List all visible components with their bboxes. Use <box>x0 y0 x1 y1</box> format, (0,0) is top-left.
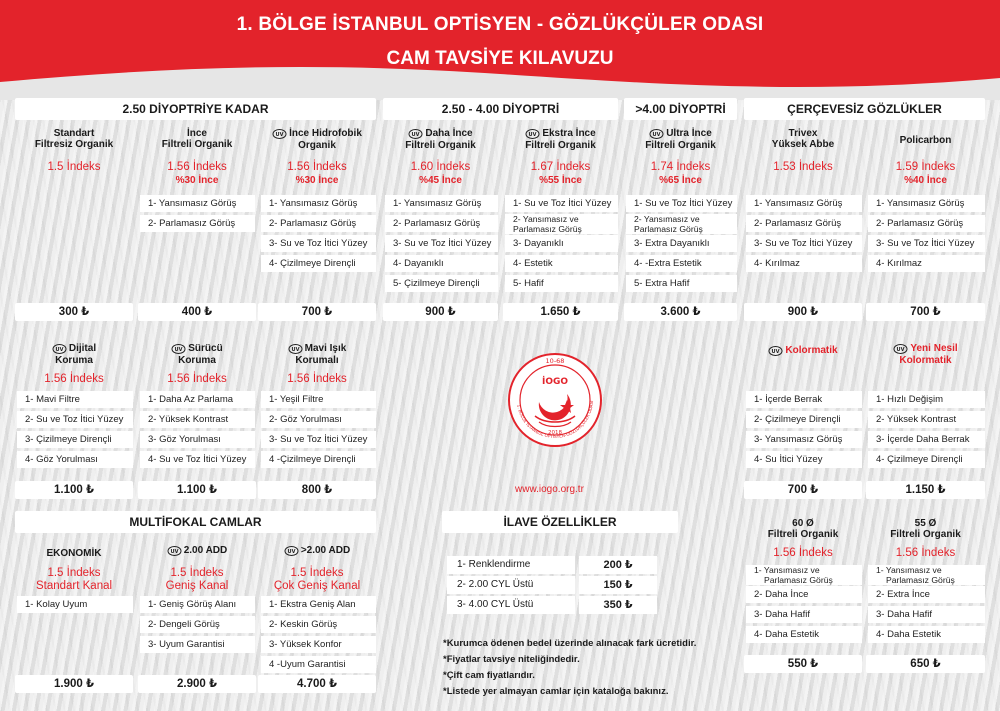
product-thinner-name: UV Daha İnce Filtreli Organik <box>405 128 476 151</box>
product-policarbon-index: 1.59 İndeks %40 İnce <box>895 161 956 186</box>
product-digital-feature: 4- Göz Yorulması <box>17 451 133 468</box>
product-ultra-thin-feature: 5- Extra Hafif <box>626 275 737 292</box>
header-title: 1. BÖLGE İSTANBUL OPTİSYEN - GÖZLÜKÇÜLER ODASI <box>236 14 764 35</box>
svg-text:UV: UV <box>896 347 905 353</box>
section-rimless: ÇERÇEVESİZ GÖZLÜKLER <box>744 98 985 120</box>
product-trivex-feature: 3- Su ve Toz İtici Yüzey <box>746 235 862 252</box>
website-link[interactable]: www.iogo.org.tr <box>515 484 584 495</box>
uv-icon <box>649 128 664 140</box>
product-policarbon-feature: 4- Kırılmaz <box>868 255 985 272</box>
product-ultra-thin-feature: 2- Yansımasız ve Parlamasız Görüş <box>626 214 737 234</box>
multifocal-over-2add-name: UV >2.00 ADD <box>258 545 376 557</box>
product-thinner-feature: 2- Parlamasız Görüş <box>385 215 498 232</box>
product-trivex-index: 1.53 İndeks <box>773 161 833 173</box>
product-ultra-thin-feature: 3- Extra Dayanıklı <box>626 235 737 252</box>
multifocal-over-2add-index: 1.5 İndeks Çok Geniş Kanal <box>273 567 361 592</box>
product-policarbon-name: Policarbon <box>899 135 952 146</box>
product-trivex-feature: 1- Yansımasız Görüş <box>746 195 862 212</box>
product-extra-thin-feature: 5- Hafif <box>505 275 618 292</box>
product-standard-name: Standart Filtresiz Organik <box>34 128 114 150</box>
extra-item-price: 350 ₺ <box>579 596 657 614</box>
svg-text:UV: UV <box>528 132 537 138</box>
product-digital-feature: 1- Mavi Filtre <box>17 391 133 408</box>
multifocal-economic-name: EKONOMİK <box>46 548 102 559</box>
product-trivex-name: Trivex Yüksek Abbe <box>771 128 835 150</box>
uv-icon <box>893 343 908 355</box>
multifocal-economic-price: 1.900 ₺ <box>15 675 133 693</box>
product-thin-index: 1.56 İndeks %30 İnce <box>167 161 227 186</box>
footnote: *Çift cam fiyatlarıdır. <box>443 670 535 681</box>
rimless-60-feature: 3- Daha Hafif <box>746 606 862 623</box>
section-multifocal: MULTİFOKAL CAMLAR <box>15 511 376 533</box>
rimless-55-feature: 1- Yansımasız ve Parlamasız Görüş <box>868 565 985 585</box>
svg-text:UV: UV <box>287 549 296 555</box>
product-blue-light-feature: 1- Yeşil Filtre <box>261 391 376 408</box>
product-hydrophobic-feature: 3- Su ve Toz İtici Yüzey <box>261 235 376 252</box>
product-blue-light-feature: 2- Göz Yorulması <box>261 411 376 428</box>
product-driver-feature: 4- Su ve Toz İtici Yüzey <box>140 451 255 468</box>
rimless-55-index: 1.56 İndeks <box>895 547 956 559</box>
multifocal-over-2add-price: 4.700 ₺ <box>258 675 376 693</box>
multifocal-over-2add-feature: 3- Yüksek Konfor <box>261 636 376 653</box>
svg-text:UV: UV <box>411 132 420 138</box>
product-extra-thin-name: UV Ekstra İnce Filtreli Organik <box>525 128 596 151</box>
product-thinner-feature: 4- Dayanıklı <box>385 255 498 272</box>
multifocal-2add-name: UV 2.00 ADD <box>138 545 256 557</box>
extra-item: 3- 4.00 CYL Üstü <box>447 596 575 614</box>
section-2-50-diopter: 2.50 DİYOPTRİYE KADAR <box>15 98 376 120</box>
uv-icon <box>768 345 783 357</box>
product-kolormatik-feature: 4- Su İtici Yüzey <box>746 451 862 468</box>
product-blue-light-name: UV Mavi Işık Korumalı <box>258 343 376 366</box>
product-blue-light-price: 800 ₺ <box>258 481 376 499</box>
product-ultra-thin-feature: 1- Su ve Toz İtici Yüzey <box>626 195 737 212</box>
product-hydrophobic-price: 700 ₺ <box>258 303 376 321</box>
multifocal-2add-feature: 3- Uyum Garantisi <box>140 636 255 653</box>
multifocal-over-2add-feature: 1- Ekstra Geniş Alan <box>261 596 376 613</box>
uv-icon <box>284 545 299 557</box>
uv-icon <box>52 343 67 355</box>
product-digital-feature: 2- Su ve Toz İtici Yüzey <box>17 411 133 428</box>
rimless-55-feature: 4- Daha Estetik <box>868 626 985 643</box>
product-extra-thin-feature: 3- Dayanıklı <box>505 235 618 252</box>
product-thinner-index: 1.60 İndeks %45 İnce <box>410 161 471 186</box>
product-policarbon-price: 700 ₺ <box>866 303 985 321</box>
product-digital-name: UV Dijital Koruma <box>15 343 133 366</box>
product-driver-feature: 2- Yüksek Kontrast <box>140 411 255 428</box>
product-new-kolormatik-price: 1.150 ₺ <box>866 481 985 499</box>
product-hydrophobic-index: 1.56 İndeks %30 İnce <box>287 161 347 186</box>
product-digital-price: 1.100 ₺ <box>15 481 133 499</box>
product-policarbon-feature: 3- Su ve Toz İtici Yüzey <box>868 235 985 252</box>
rimless-60-index: 1.56 İndeks <box>773 547 833 559</box>
extra-item-price: 150 ₺ <box>579 576 657 594</box>
product-new-kolormatik-feature: 3- İçerde Daha Berrak <box>868 431 985 448</box>
uv-icon <box>167 545 182 557</box>
product-trivex-feature: 4- Kırılmaz <box>746 255 862 272</box>
rimless-60-feature: 2- Daha İnce <box>746 586 862 603</box>
multifocal-economic-feature: 1- Kolay Uyum <box>17 596 133 613</box>
product-thinner-feature: 5- Çizilmeye Dirençli <box>385 275 498 292</box>
product-extra-thin-feature: 2- Yansımasız ve Parlamasız Görüş <box>505 214 618 234</box>
svg-text:UV: UV <box>170 549 179 555</box>
product-driver-feature: 1- Daha Az Parlama <box>140 391 255 408</box>
extra-item: 1- Renklendirme <box>447 556 575 574</box>
product-kolormatik-name: UV Kolormatik <box>744 345 862 357</box>
product-policarbon-feature: 2- Parlamasız Görüş <box>868 215 985 232</box>
product-driver-price: 1.100 ₺ <box>138 481 256 499</box>
product-extra-thin-price: 1.650 ₺ <box>503 303 618 321</box>
svg-text:UV: UV <box>275 132 284 138</box>
product-new-kolormatik-name: UV Yeni Nesil Kolormatik <box>866 343 985 366</box>
svg-text:1. BÖLGE İSTANBUL OPTİSYEN-GÖZ: 1. BÖLGE İSTANBUL OPTİSYEN-GÖZLÜKÇÜLER ODASI <box>515 400 595 441</box>
product-thin-name: İnce Filtreli Organik <box>161 128 233 150</box>
product-hydrophobic-name: UV İnce Hidrofobik Organik <box>258 128 376 151</box>
product-kolormatik-feature: 2- Çizilmeye Dirençli <box>746 411 862 428</box>
extra-item: 2- 2.00 CYL Üstü <box>447 576 575 594</box>
product-standard-index: 1.5 İndeks <box>47 161 101 173</box>
footnote: *Fiyatlar tavsiye niteliğindedir. <box>443 654 580 665</box>
product-ultra-thin-name: UV Ultra İnce Filtreli Organik <box>645 128 716 151</box>
multifocal-2add-price: 2.900 ₺ <box>138 675 256 693</box>
product-hydrophobic-feature: 2- Parlamasız Görüş <box>261 215 376 232</box>
product-driver-feature: 3- Göz Yorulması <box>140 431 255 448</box>
uv-icon <box>171 343 186 355</box>
product-kolormatik-price: 700 ₺ <box>744 481 862 499</box>
product-kolormatik-feature: 1- İçerde Berrak <box>746 391 862 408</box>
product-hydrophobic-feature: 4- Çizilmeye Dirençli <box>261 255 376 272</box>
product-policarbon-feature: 1- Yansımasız Görüş <box>868 195 985 212</box>
product-blue-light-feature: 4 -Çizilmeye Dirençli <box>261 451 376 468</box>
svg-text:UV: UV <box>652 132 661 138</box>
uv-icon <box>525 128 540 140</box>
extra-item-price: 200 ₺ <box>579 556 657 574</box>
footnote: *Kurumca ödenen bedel üzerinde alınacak fark ücretidir. <box>443 638 697 649</box>
product-hydrophobic-feature: 1- Yansımasız Görüş <box>261 195 376 212</box>
footnote: *Listede yer almayan camlar için kataloğa bakınız. <box>443 686 669 697</box>
product-ultra-thin-feature: 4- -Extra Estetik <box>626 255 737 272</box>
rimless-60-feature: 1- Yansımasız ve Parlamasız Görüş <box>746 565 862 585</box>
product-thinner-feature: 1- Yansımasız Görüş <box>385 195 498 212</box>
product-trivex-price: 900 ₺ <box>744 303 862 321</box>
product-blue-light-feature: 3- Su ve Toz İtici Yüzey <box>261 431 376 448</box>
product-driver-name: UV Sürücü Koruma <box>138 343 256 366</box>
section-extras: İLAVE ÖZELLİKLER <box>442 511 678 533</box>
uv-icon <box>272 128 287 140</box>
section-2-50-4-00-diopter: 2.50 - 4.00 DİYOPTRİ <box>383 98 618 120</box>
multifocal-over-2add-feature: 2- Keskin Görüş <box>261 616 376 633</box>
product-thin-feature: 1- Yansımasız Görüş <box>140 195 255 212</box>
header-banner <box>0 0 1000 92</box>
svg-text:UV: UV <box>291 347 300 353</box>
multifocal-2add-feature: 2- Dengeli Görüş <box>140 616 255 633</box>
product-thinner-feature: 3- Su ve Toz İtici Yüzey <box>385 235 498 252</box>
product-digital-index: 1.56 İndeks <box>44 373 104 385</box>
multifocal-economic-index: 1.5 İndeks Standart Kanal <box>35 567 113 592</box>
product-new-kolormatik-feature: 2- Yüksek Kontrast <box>868 411 985 428</box>
svg-text:10-68: 10-68 <box>545 357 565 365</box>
header-subtitle: CAM TAVSİYE KILAVUZU <box>386 48 614 69</box>
product-extra-thin-feature: 1- Su ve Toz İtici Yüzey <box>505 195 618 212</box>
rimless-60-price: 550 ₺ <box>744 655 862 673</box>
product-thinner-price: 900 ₺ <box>383 303 498 321</box>
product-extra-thin-feature: 4- Estetik <box>505 255 618 272</box>
uv-icon <box>408 128 423 140</box>
rimless-55-feature: 3- Daha Hafif <box>868 606 985 623</box>
multifocal-over-2add-feature: 4 -Uyum Garantisi <box>261 656 376 673</box>
product-blue-light-index: 1.56 İndeks <box>287 373 347 385</box>
product-standard-price: 300 ₺ <box>15 303 133 321</box>
section-over-4-diopter: >4.00 DİYOPTRİ <box>624 98 737 120</box>
svg-text:UV: UV <box>771 349 780 355</box>
product-ultra-thin-price: 3.600 ₺ <box>624 303 737 321</box>
multifocal-2add-index: 1.5 İndeks Geniş Kanal <box>165 567 229 592</box>
rimless-55-name: 55 Ø Filtreli Organik <box>890 518 961 540</box>
svg-text:UV: UV <box>55 347 64 353</box>
product-trivex-feature: 2- Parlamasız Görüş <box>746 215 862 232</box>
product-driver-index: 1.56 İndeks <box>167 373 227 385</box>
rimless-60-feature: 4- Daha Estetik <box>746 626 862 643</box>
iogo-seal-logo <box>505 350 605 450</box>
svg-text:UV: UV <box>174 347 183 353</box>
rimless-55-feature: 2- Extra İnce <box>868 586 985 603</box>
svg-text:2018: 2018 <box>548 430 562 436</box>
product-thin-feature: 2- Parlamasız Görüş <box>140 215 255 232</box>
product-new-kolormatik-feature: 1- Hızlı Değişim <box>868 391 985 408</box>
svg-text:İOGO: İOGO <box>541 377 569 387</box>
rimless-55-price: 650 ₺ <box>866 655 985 673</box>
product-thin-price: 400 ₺ <box>138 303 256 321</box>
product-ultra-thin-index: 1.74 İndeks %65 İnce <box>650 161 711 186</box>
product-kolormatik-feature: 3- Yansımasız Görüş <box>746 431 862 448</box>
product-digital-feature: 3- Çizilmeye Dirençli <box>17 431 133 448</box>
product-extra-thin-index: 1.67 İndeks %55 İnce <box>530 161 591 186</box>
product-new-kolormatik-feature: 4- Çizilmeye Dirençli <box>868 451 985 468</box>
uv-icon <box>288 343 303 355</box>
rimless-60-name: 60 Ø Filtreli Organik <box>767 518 839 540</box>
multifocal-2add-feature: 1- Geniş Görüş Alanı <box>140 596 255 613</box>
